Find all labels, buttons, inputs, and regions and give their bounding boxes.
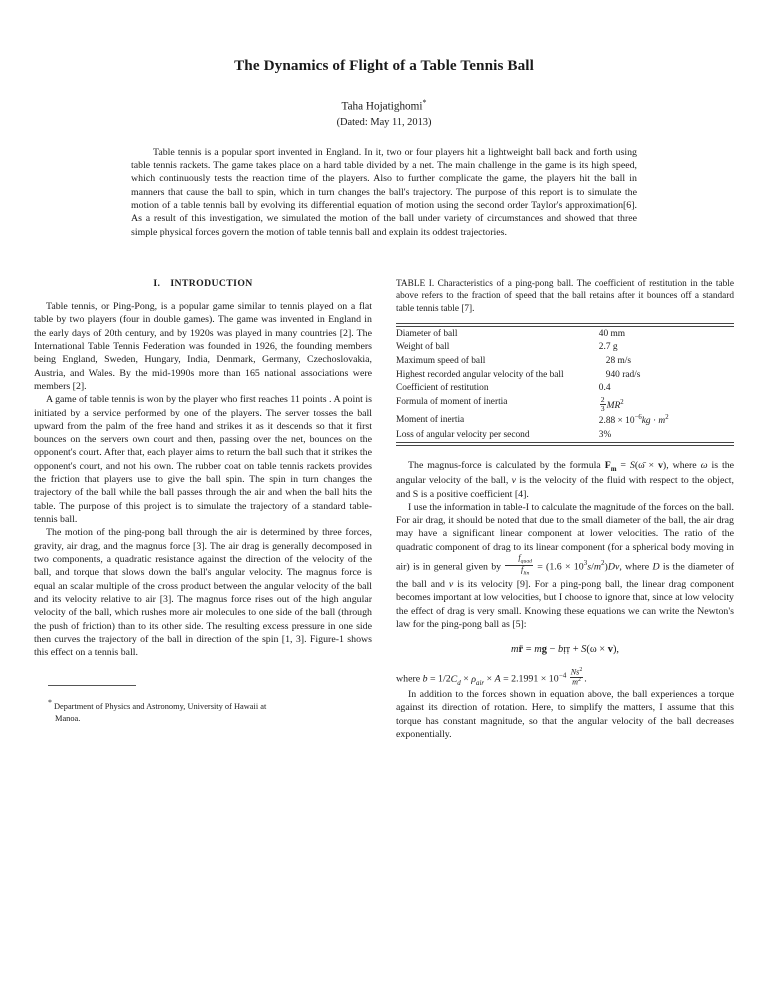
- table-row: [396, 327, 734, 341]
- table-caption: TABLE I. Characteristics of a ping-pong ball. The coefficient of restitution in the table above refers to the fraction of speed that the ball retains after it bounces off a standard table tennis table [7].: [396, 279, 734, 314]
- table-cell-label: Diameter of ball: [396, 328, 458, 339]
- right-column: [396, 278, 734, 741]
- paragraph: The motion of the ping-pong ball through the air is determined by three forces, gravity, air drag, and the magnus force [3]. The air drag is generally decomposed in two components, a quadratic resistance against the direction of the velocity of the ball, and torque that slows down the ball's angular velocity. The magnus force is equal an scalar multiple of the cross product between the angular velocity of the ball and its velocity relative to air [3]. The magnus force rises out of the high angular velocity of the ball, which rushes more air molecules to one side of the ball (through the push of friction) than to its other side. The resulting excess pressure in one side then curves the trajectory of the ball in direction of the spin [1, 3]. Figure-1 shows this effect on a tennis ball.: [34, 527, 372, 659]
- section-number: I.: [153, 278, 161, 289]
- section-heading-introduction: [34, 278, 372, 289]
- date-line: (Dated: May 11, 2013): [336, 116, 432, 128]
- characteristics-table: [396, 323, 734, 446]
- author-line: [0, 98, 768, 115]
- table-cell-label: Maximum speed of ball: [396, 356, 486, 367]
- paragraph-drag: I use the information in table-I to calculate the magnitude of the forces on the ball. For air drag, it should be noted that due to the small diameter of the ball, the air drag may have a significant linear component at lower velocities. The ratio of the quadratic component of drag to its linear component (for a spherical body moving in air) is in general given by $\frac{f_{quad}}{f_{lin}}$ = $(1.6 \times 10^3s/m^2)Dv$, where D is the diameter of the ball and v is its velocity [9]. For a ping-pong ball, the linear drag component becomes important at low velocities, but I choose to ignore that, since at low velocity the effect of drag is very small. Knowing these equations we can write the Newton's law for the ping-pong ball as [5]:: [396, 501, 735, 630]
- table-row: [396, 396, 734, 414]
- table-cell-label: Coefficient of restitution: [396, 383, 489, 394]
- author-name: Taha Hojatighomi: [341, 100, 423, 113]
- footnote-area: [34, 685, 372, 723]
- footnote-line-2: Manoa.: [55, 713, 81, 723]
- left-column: [34, 278, 372, 741]
- table-cell-value: 940 rad/s: [605, 369, 641, 380]
- body-columns: [34, 278, 734, 741]
- author-footnote-marker[interactable]: *: [422, 97, 427, 107]
- table-cell-label: Highest recorded angular velocity of the ball: [396, 369, 564, 380]
- magnus-symbol: $F_m$: [604, 459, 617, 473]
- table-row: [396, 368, 734, 382]
- footnote-divider: [48, 685, 136, 686]
- table-cell-value: 3%: [598, 429, 612, 440]
- table-cell-label: Loss of angular velocity per second: [396, 429, 530, 440]
- table-cell-value: 40 mm: [598, 328, 626, 339]
- abstract: Table tennis is a popular sport invented in England. In it, two or four players hit a lightweight ball back and forth using table tennis rackets. The game takes place on a hard table divided by a net. The main challenge in the game is its high speed, which continuously tests the reaction time of the players. Also to further complicate the game, the players hit the ball in manners that cause the ball to spin, which in turn changes the ball's trajectory. The purpose of this report is to simulate the motion of a table tennis ball by evolving its differential equation of motion using the second order Taylor's approximation[6]. As a result of this investigation, we simulated the motion of the ball under variety of circumstances and showed that three simple physical forces govern the motion of table tennis ball and explain its oddest trajectories.: [131, 146, 637, 238]
- footnote-line-1: Department of Physics and Astronomy, University of Hawaii at: [54, 702, 267, 712]
- table-cell-value: 28 m/s: [605, 356, 632, 367]
- table-cell-value: 0.4: [598, 383, 611, 394]
- table-cell-label: Moment of inertia: [396, 414, 465, 425]
- table-row: [396, 341, 734, 355]
- paragraph-torque: In addition to the forces shown in equation above, the ball experiences a torque against its direction of rotation. Here, to simplify the matters, I assume that this torque has constant magnitude, so that the angular velocity of the ball decreases exponentially.: [396, 689, 734, 740]
- table-cell-label: Formula of moment of inertia: [396, 397, 508, 408]
- paragraph-b-definition: where $b = 1/2C_d \times \rho_{air} \times A = 2.1991 \times 10^{-4}$ $\frac{Ns^2}{m^2}$ .: [396, 667, 587, 687]
- section-title: INTRODUCTION: [170, 278, 253, 289]
- page-title: The Dynamics of Flight of a Table Tennis Ball: [234, 57, 534, 74]
- table-cell-value-inertia-number: $2.88 \times 10^{-6}kg \cdot m^2$: [598, 413, 669, 427]
- drag-ratio-fraction: $\frac{f_{quad}}{f_{lin}}$: [505, 554, 533, 578]
- magnus-expression: S: [629, 459, 635, 471]
- paragraph-magnus: The magnus-force is calculated by the formula $F_m$ = S(ω̄ × v), where ω is the angular velocity of the ball, v is the velocity of the fluid with respect to the object, and S is a positive coefficient [4].: [396, 459, 735, 500]
- units-fraction: $\frac{Ns^2}{m^2}$: [570, 667, 583, 687]
- table-row: [396, 354, 734, 368]
- equation-newtons-law: mr̈ = mg − bṛṛ + S(ω × v),: [511, 644, 619, 656]
- table-cell-label: Weight of ball: [396, 342, 450, 353]
- paragraph: A game of table tennis is won by the player who first reaches 11 points . A point is initiated by a service performed by one of the players. The server tosses the ball upward from the palm of the free hand and strikes it as it descends so that it first bounces on the servers own court and then, passing over the net, bounces on the opponent's court. After that, each player aims to return the ball such that it strikes the opponent's court, and not his own. The rubber coat on table tennis rackets provides the friction that players use to give the ball spin. The spin in turn changes the trajectory of the ball while the ball passes through the air and when the ball hits the table. The purpose of this project is to simulate the trajectory of a standard table-tennis ball.: [34, 394, 372, 525]
- table-row: [396, 413, 734, 428]
- fraction-two-thirds: $\frac{2}{3}$: [600, 395, 605, 413]
- table-bottom-rule: [396, 442, 734, 446]
- title-block: [0, 0, 768, 130]
- table-row: [396, 382, 734, 396]
- table-cell-value-inertia-formula: $\frac{2}{3}$ $MR^2$: [600, 395, 624, 413]
- footnote-marker: *: [48, 698, 52, 708]
- paragraph: Table tennis, or Ping-Pong, is a popular game similar to tennis played on a flat table by two players (four in double games). The game was invented in England in the early days of 20th century, and by 1920s was played in many countries [2]. The International Table Tennis Federation was founded in 1926, the founding members being England, Sweden, Hungary, India, Denmark, Germany, Czechoslovakia, Austria, and Wales. By the mid-1990s more than 165 national associations were members [2].: [34, 301, 372, 392]
- table-row: [396, 428, 734, 442]
- footnote: [34, 698, 372, 723]
- table-cell-value: 2.7 g: [598, 342, 618, 353]
- table-body: [396, 327, 734, 442]
